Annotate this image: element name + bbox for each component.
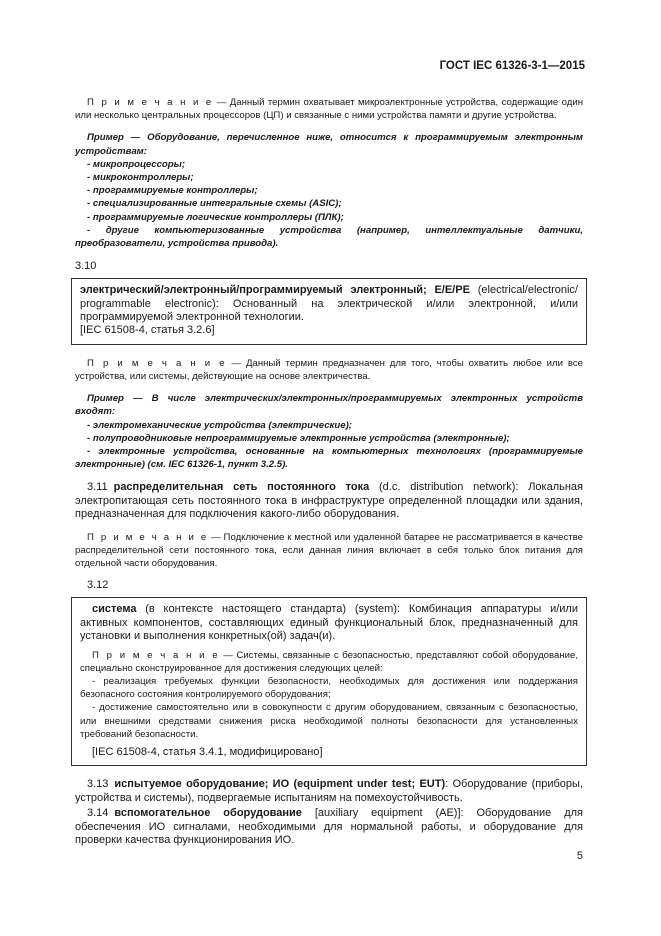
example-item: - программируемые логические контроллеры (ПЛК); <box>87 211 344 223</box>
definition-paragraph: 3.11 распределительная сеть постоянного тока (d.c. distribution network): Локальная электропитающая сеть постоянного тока в инфраструктуре определенной площадки или здания, предназначенная для подключения какого-либо оборудования. <box>75 481 584 521</box>
example-intro: Пример — В числе электрических/электронных/программируемых электронных устройств входят: <box>75 393 583 418</box>
definition-paragraph: 3.13 испытуемое оборудование; ИО (equipment under test; EUT): Оборудование (приборы, устройства и системы), подвергаемые испытаниям на помехоустойчивость. <box>75 778 583 804</box>
definition-paragraph: 3.14 вспомогательное оборудование [auxiliary equipment (AE)]: Оборудование для обеспечения ИО сигналами, необходимыми для нормальной работы, и оборудование для проверки качества функционирования ИО. <box>75 807 583 846</box>
note: П р и м е ч а н и е — Подключение к местной или удаленной батарее не рассматривается в качестве распределительной сети постоянного тока, если данная линия включает в себя только блок питания для отдельной части оборудования. <box>75 531 583 570</box>
note: П р и м е ч а н и е — Данный термин охватывает микроэлектронные устройства, содержащие один или несколько центральных процессоров (ЦП) и связанные с ними устройства памяти и другие устройства. <box>75 97 583 122</box>
definition: электрический/электронный/программируемый электронный; E/E/PE (electrical/electronic/ programmable electronic): Основанный на электрической и/или электронной, и/или программируемой электронной технологии. <box>80 284 578 324</box>
example-item: - специализированные интегральные схемы (ASIC); <box>87 198 342 210</box>
example-item: - электромеханические устройства (электрические); <box>87 419 352 431</box>
example-item: - другие компьютеризованные устройства (например, интеллектуальные датчики, преобразователи, устройства привода). <box>75 224 583 250</box>
reference: [IEC 61508-4, статья 3.4.1, модифицировано] <box>92 745 323 758</box>
example-item: - программируемые контроллеры; <box>87 185 258 197</box>
term: система <box>92 603 137 616</box>
example-item: - микропроцессоры; <box>87 158 186 170</box>
reference: [IEC 61508-4, статья 3.2.6] <box>80 324 215 337</box>
example-item: - микроконтроллеры; <box>87 172 194 184</box>
definition-box <box>71 278 587 345</box>
document-header: ГОСТ IEC 61326-3-1—2015 <box>439 60 585 72</box>
section-number: 3.12 <box>87 579 109 592</box>
page-number: 5 <box>576 850 583 862</box>
example-intro: Пример — Оборудование, перечисленное ниже, относится к программируемым электронным устройствам: <box>75 132 583 157</box>
term: распределительная сеть постоянного тока <box>113 481 370 494</box>
note: П р и м е ч а н и е — Данный термин предназначен для того, чтобы охватить любое или все устройства, или системы, действующие на основе электричества. <box>75 357 583 383</box>
definition: система (в контексте настоящего стандарта) (system): Комбинация аппаратуры и/или активных компонентов, составляющих единый функциональный блок, предназначенный для установки и выполнения конкретных(ой) задач(и). <box>80 603 578 643</box>
note-item: - реализация требуемых функции безопасности, необходимых для достижения или поддержания безопасного состояния контролируемого оборудования; <box>80 675 578 701</box>
example-item: - полупроводниковые непрограммируемые электронные устройства (электронные); <box>87 432 510 444</box>
term: электрический/электронный/программируемый электронный; E/E/PE <box>80 284 470 297</box>
section-number: 3.10 <box>75 260 97 273</box>
note-item: - достижение самостоятельно или в совокупности с другим оборудованием, связанным с безопасностью, или внешними средствами снижения риска необходимой полноты безопасности для установленных требований безопасности. <box>80 702 578 740</box>
page-content <box>75 96 583 856</box>
example-item: - электронные устройства, основанные на компьютерных технологиях (программируемые электронные) (см. IEC 61326-1, пункт 3.2.5). <box>75 446 583 471</box>
definition-box <box>71 597 587 766</box>
term: испытуемое оборудование; ИО (equipment under test; EUT) <box>114 778 446 791</box>
term: вспомогательное оборудование <box>114 807 302 820</box>
note: П р и м е ч а н и е — Системы, связанные с безопасностью, представляют собой оборудование, специально сконструированное для достижения следующих целей: <box>80 649 578 674</box>
